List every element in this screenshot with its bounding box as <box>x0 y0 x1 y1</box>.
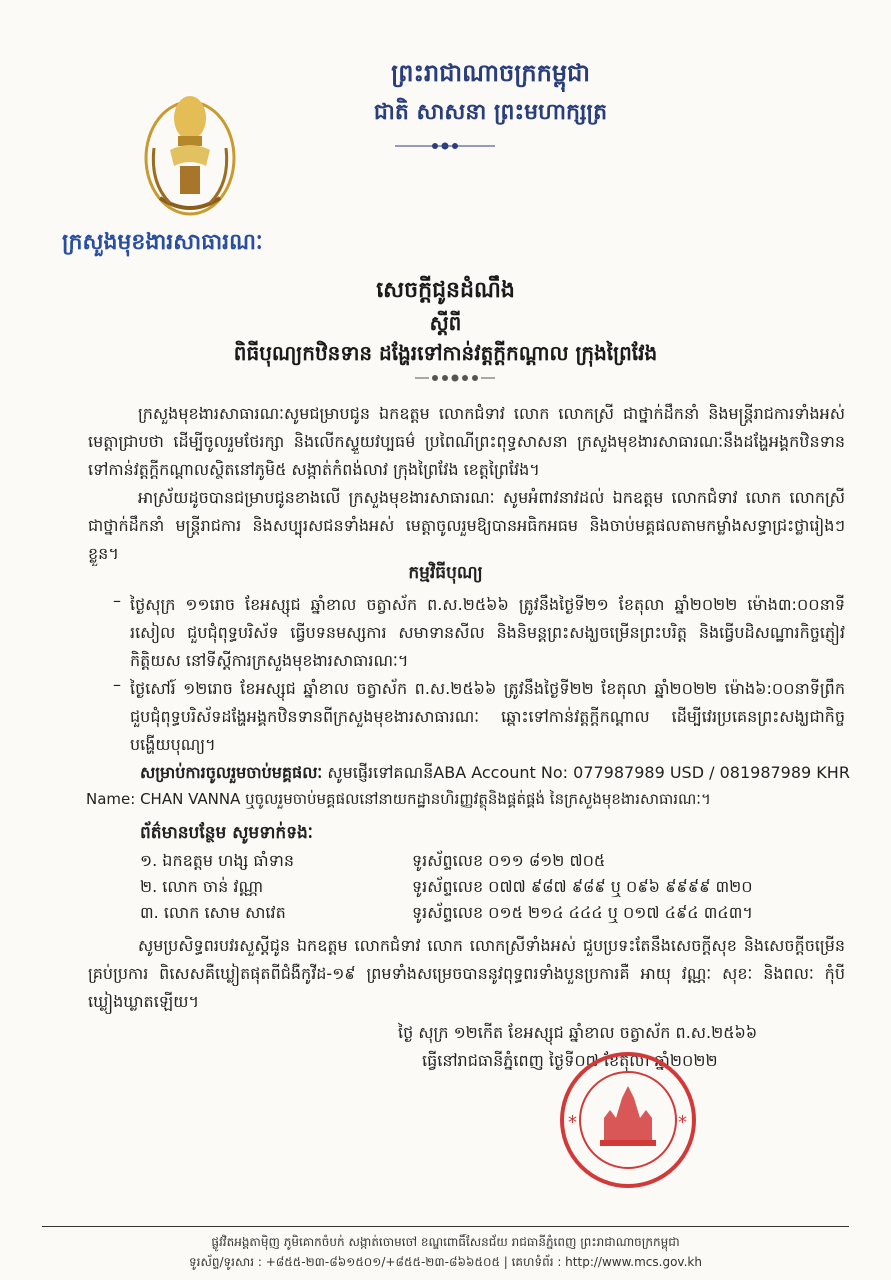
program-item: ថ្ងៃសុក្រ ១១រោច ខែអស្សុជ ឆ្នាំខាល ចត្វាស័ក ព.ស.២៥៦៦ ត្រូវនឹងថ្ងៃទី២១ ខែតុលា ឆ្នាំ២០២២ ម៉ោង៣:០០នាទីរសៀល ជួបជុំពុទ្ធបរិស័ទ ធ្វើបទនមស្សការ សមាទានសីល និងនិមន្តព្រះសង្ឃចម្រើនព្រះបរិត្ត និងធ្វើបដិសណ្ឋារកិច្ចភ្ញៀវកិត្តិយស នៅទីស្តីការក្រសួងមុខងារសាធារណៈ។ <box>130 595 845 670</box>
bullet-dash: – <box>113 591 121 610</box>
donation-line <box>140 762 860 786</box>
footer-contact: ទូរស័ព្ទ/ទូរសារ : +៨៥៥-២៣-៨៦១៥០១/+៨៥៥-២៣-៨៦៦៥០៥ | គេហទំព័រ : http://www.mcs.gov.kh <box>189 1255 702 1269</box>
ornament-divider-icon <box>415 372 495 384</box>
closing-paragraph: សូមប្រសិទ្ធពរបវរសួស្តីជូន ឯកឧត្តម លោកជំទាវ លោក លោកស្រីទាំងអស់ ជួបប្រទះតែនឹងសេចក្តីសុខ និងសេចក្តីចម្រើនគ្រប់ប្រការ ពិសេសគឺឃ្លៀតផុតពីជំងឺកូវីដ-១៩ ព្រមទាំងសម្រេចបាននូវពុទ្ធពរទាំងបួនប្រការគឺ អាយុ វណ្ណៈ សុខៈ និងពលៈ កុំបីឃ្លៀងឃ្លាតឡើយ។ <box>88 936 845 1011</box>
svg-text:*: * <box>678 1112 687 1133</box>
solar-date: ធ្វើនៅរាជធានីភ្នំពេញ ថ្ងៃទី០៧ ខែតុលា ឆ្នាំ២០២២ <box>422 1051 718 1070</box>
appeal-paragraph: អាស្រ័យដូចបានជម្រាបជូនខាងលើ ក្រសួងមុខងារសាធារណៈ សូមអំពាវនាវដល់ ឯកឧត្តម លោកជំទាវ លោក លោកស្រី ជាថ្នាក់ដឹកនាំ មន្ត្រីរាជការ និងសប្បុរសជនទាំងអស់ មេត្តាចូលរួមឱ្យបានអធិកអធម និងចាប់មគ្គផលតាមកម្លាំងសទ្ធាជ្រះថ្លារៀងៗខ្លួន។ <box>88 488 845 563</box>
notice-subject-label: ស្តីពី <box>429 311 462 335</box>
kingdom-title: ព្រះរាជាណាចក្រកម្ពុជា <box>391 58 590 87</box>
notice-subject: ពិធីបុណ្យកឋិនទាន ដង្ហែរទៅកាន់វត្តក្តីកណ្តាល ក្រុងព្រៃវែង <box>233 341 658 365</box>
contact-name: ២. លោក ចាន់ វណ្ណា <box>140 877 264 896</box>
program-item: ថ្ងៃសៅរ៍ ១២រោច ខែអស្សុជ ឆ្នាំខាល ចត្វាស័ក ព.ស.២៥៦៦ ត្រូវនឹងថ្ងៃទី២២ ខែតុលា ឆ្នាំ២០២២ ម៉ោង៦:០០នាទីព្រឹក ជួបជុំពុទ្ធបរិស័ទដង្ហែអង្គកឋិនទានពីក្រសួងមុខងារសាធារណៈ ឆ្ពោះទៅកាន់វត្តក្តីកណ្តាល ដើម្បីវេរប្រគេនព្រះសង្ឃជាកិច្ចបង្ហើយបុណ្យ។ <box>130 679 845 754</box>
contact-phone: ទូរស័ព្ទលេខ ០១១ ៨១២ ៧០៥ <box>412 851 606 870</box>
donation-account: សូមផ្ញើរទៅគណនីABA Account No: 077987989 USD / 081987989 KHR <box>327 763 850 782</box>
contact-name: ៣. លោក សោម សាវេត <box>140 903 286 922</box>
ornament-divider-icon <box>395 140 495 152</box>
ministry-name: ក្រសួងមុខងារសាធារណៈ <box>62 229 263 255</box>
donation-name: Name: CHAN VANNA ឬចូលរួមចាប់មគ្គផលនៅនាយកដ្ឋានហិរញ្ញវត្ថុនិងផ្គត់ផ្គង់ នៃក្រសួងមុខងារសាធារណៈ។ <box>86 790 711 808</box>
donation-label: សម្រាប់ការចូលរួមចាប់មគ្គផលៈ <box>140 763 323 782</box>
national-motto: ជាតិ សាសនា ព្រះមហាក្សត្រ <box>373 99 608 125</box>
footer-divider <box>42 1226 849 1227</box>
contact-phone: ទូរស័ព្ទលេខ ០១៥ ២១៤ ៤៤៤ ឬ ០១៧ ៤៩៤ ៣៤៣។ <box>412 903 753 922</box>
svg-text:*: * <box>568 1112 577 1133</box>
bullet-dash: – <box>113 675 121 694</box>
intro-paragraph: ក្រសួងមុខងារសាធារណៈសូមជម្រាបជូន ឯកឧត្តម លោកជំទាវ លោក លោកស្រី ជាថ្នាក់ដឹកនាំ និងមន្ត្រីរាជការទាំងអស់មេត្តាជ្រាបថា ដើម្បីចូលរួមថែរក្សា និងលើកស្ទួយវប្បធម៌ ប្រពៃណីព្រះពុទ្ធសាសនា ក្រសួងមុខងារសាធារណៈនឹងដង្ហែអង្គកឋិនទានទៅកាន់វត្តក្តីកណ្តាលស្ថិតនៅភូមិ៥ សង្កាត់កំពង់លាវ ក្រុងព្រៃវែង ខេត្តព្រៃវែង។ <box>88 404 845 479</box>
contact-title: ព័ត៌មានបន្ថែម សូមទាក់ទងៈ <box>140 823 313 843</box>
program-title: កម្មវិធីបុណ្យ <box>408 563 483 583</box>
contact-name: ១. ឯកឧត្តម ហង្ស ធាំទាន <box>140 851 295 870</box>
contact-phone: ទូរស័ព្ទលេខ ០៧៧ ៩៨៧ ៩៨៩ ឬ ០៩៦ ៩៩៩៩ ៣២០ <box>412 877 753 896</box>
notice-title: សេចក្តីជូនដំណឹង <box>376 277 515 303</box>
footer-address: ផ្លូវវិតអង្គតាម៉ិញ ភូមិគោកចំបក់ សង្កាត់ចោមចៅ ខណ្ឌពោធិ៍សែនជ័យ រាជធានីភ្នំពេញ ព្រះរាជាណាចក្រកម្ពុជា <box>211 1235 680 1249</box>
official-stamp <box>548 1048 708 1188</box>
lunar-date: ថ្ងៃ សុក្រ ១២កើត ខែអស្សុជ ឆ្នាំខាល ចត្វាស័ក ព.ស.២៥៦៦ <box>398 1023 758 1042</box>
